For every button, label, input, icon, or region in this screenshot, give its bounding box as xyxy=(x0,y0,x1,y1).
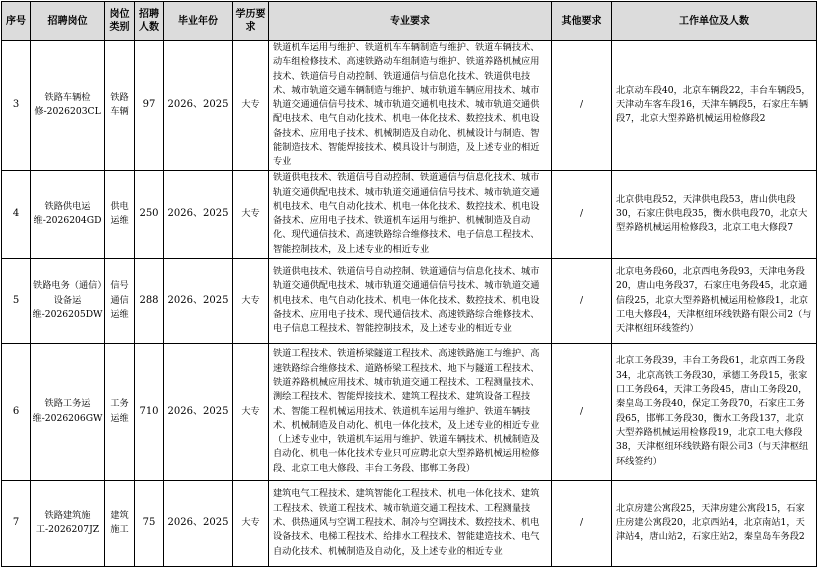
row-education: 大专 xyxy=(233,480,269,566)
header-education: 学历要求 xyxy=(233,2,269,41)
row-education: 大专 xyxy=(233,343,269,480)
row-seq: 7 xyxy=(2,480,31,566)
row-units: 北京电务段60，北京西电务段93，天津电务段20，唐山电务段37，石家庄电务段45，北京通信段25，北京大型养路机械运用检修段1，北京工电大修段4，天津枢纽环线铁路有限公司2（与天津枢纽环线签约） xyxy=(612,258,817,343)
row-major: 铁道工程技术、铁道桥梁隧道工程技术、高速铁路施工与维护、高速铁路综合维修技术、道路桥梁工程技术、地下与隧道工程技术、铁道养路机械应用技术、城市轨道交通工程技术、工程测量技术、测绘工程技术、智能焊接技术、建筑工程技术、建筑设备工程技术、智能工程机械运用技术、铁道机车运用与维护、铁道车辆技术、机械制造及自动化、机电一体化技术，及上述专业的相近专业（上述专业中，铁道机车运用与维护、铁道车辆技术、机械制造及自动化、机电一体化技术专业只可应聘北京大型养路机械运用检修段、北京工电大修段、丰台工务段、邯郸工务段） xyxy=(269,343,552,480)
table-row xyxy=(2,41,817,171)
row-count: 710 xyxy=(135,343,164,480)
row-units: 北京动车段40，北京车辆段22，丰台车辆段5，天津动车客车段16，天津车辆段5，石家庄车辆段7，北京大型养路机械运用检修段2 xyxy=(612,41,817,171)
row-grad-year: 2026、2025 xyxy=(164,258,233,343)
row-grad-year: 2026、2025 xyxy=(164,480,233,566)
header-count: 招聘人数 xyxy=(135,2,164,41)
row-count: 97 xyxy=(135,41,164,171)
row-major: 铁道供电技术、铁道信号自动控制、铁道通信与信息化技术、城市轨道交通供配电技术、城市轨道交通通信信号技术、城市轨道交通机电技术、电气自动化技术、机电一体化技术、数控技术、机电设备技术、应用电子技术、铁道机车运用与维护、机械制造及自动化、现代通信技术、高速铁路综合维修技术、电子信息工程技术、智能控制技术，及上述专业的相近专业 xyxy=(269,170,552,258)
row-education: 大专 xyxy=(233,170,269,258)
row-position: 铁路电务（通信）设备运维-2026205DW xyxy=(31,258,105,343)
row-category: 铁路车辆 xyxy=(105,41,135,171)
header-major: 专业要求 xyxy=(269,2,552,41)
row-other: / xyxy=(552,170,612,258)
row-count: 75 xyxy=(135,480,164,566)
row-education: 大专 xyxy=(233,41,269,171)
header-position: 招聘岗位 xyxy=(31,2,105,41)
row-other: / xyxy=(552,258,612,343)
row-education: 大专 xyxy=(233,258,269,343)
table-row xyxy=(2,258,817,343)
row-category: 工务运维 xyxy=(105,343,135,480)
header-category: 岗位类别 xyxy=(105,2,135,41)
row-category: 供电运维 xyxy=(105,170,135,258)
row-position: 铁路供电运维-2026204GD xyxy=(31,170,105,258)
row-grad-year: 2026、2025 xyxy=(164,170,233,258)
row-seq: 5 xyxy=(2,258,31,343)
row-seq: 4 xyxy=(2,170,31,258)
row-grad-year: 2026、2025 xyxy=(164,343,233,480)
header-other: 其他要求 xyxy=(552,2,612,41)
row-units: 北京房建公寓段25，天津房建公寓段15，石家庄房建公寓段20，北京西站4，北京南站1，天津站4，唐山站2，石家庄站2，秦皇岛车务段2 xyxy=(612,480,817,566)
table-row xyxy=(2,170,817,258)
row-seq: 6 xyxy=(2,343,31,480)
row-major: 铁道供电技术、铁道信号自动控制、铁道通信与信息化技术、城市轨道交通供配电技术、城市轨道交通通信信号技术、城市轨道交通机电技术、电气自动化技术、机电一体化技术、数控技术、机电设备技术、应用电子技术、现代通信技术、高速铁路综合维修技术、电子信息工程技术、智能控制技术，及上述专业的相近专业 xyxy=(269,258,552,343)
header-grad-year: 毕业年份 xyxy=(164,2,233,41)
row-grad-year: 2026、2025 xyxy=(164,41,233,171)
row-other: / xyxy=(552,41,612,171)
row-category: 建筑施工 xyxy=(105,480,135,566)
header-seq: 序号 xyxy=(2,2,31,41)
header-units: 工作单位及人数 xyxy=(612,2,817,41)
row-major: 建筑电气工程技术、建筑智能化工程技术、机电一体化技术、建筑工程技术、铁道工程技术、城市轨道交通工程技术、工程测量技术、供热通风与空调工程技术、制冷与空调技术、数控技术、机电设备技术、电梯工程技术、给排水工程技术、智能建造技术、电气自动化技术、机械制造及自动化，及上述专业的相近专业 xyxy=(269,480,552,566)
row-count: 250 xyxy=(135,170,164,258)
row-count: 288 xyxy=(135,258,164,343)
row-units: 北京工务段39，丰台工务段61，北京西工务段34，北京高铁工务段30，承德工务段15，张家口工务段64，天津工务段45，唐山工务段20，秦皇岛工务段40，保定工务段70，石家庄工务段65，邯郸工务段30，衡水工务段137，北京大型养路机械运用检修段19，北京工电大修段38，天津枢纽环线铁路有限公司3（与天津枢纽环线签约） xyxy=(612,343,817,480)
row-seq: 3 xyxy=(2,41,31,171)
row-position: 铁路建筑施工-2026207JZ xyxy=(31,480,105,566)
row-category: 信号通信运维 xyxy=(105,258,135,343)
table-row xyxy=(2,343,817,480)
row-position: 铁路工务运维-2026206GW xyxy=(31,343,105,480)
row-units: 北京供电段52，天津供电段53，唐山供电段30，石家庄供电段35，衡水供电段70，北京大型养路机械运用检修段3，北京工电大修段7 xyxy=(612,170,817,258)
row-other: / xyxy=(552,343,612,480)
row-other: / xyxy=(552,480,612,566)
row-position: 铁路车辆检修-2026203CL xyxy=(31,41,105,171)
row-major: 铁道机车运用与维护、铁道机车车辆制造与维护、铁道车辆技术、动车组检修技术、高速铁路动车组制造与维护、铁道养路机械应用技术、铁道信号自动控制、铁道通信与信息化技术、铁道供电技术、城市轨道交通车辆制造与维护、城市轨道车辆应用技术、城市轨道交通通信信号技术、城市轨道交通机电技术、城市轨道交通供配电技术、电气自动化技术、机电一体化技术、数控技术、机电设备技术、应用电子技术、机械制造及自动化、机械设计与制造、智能制造技术、智能焊接技术、模具设计与制造，及上述专业的相近专业 xyxy=(269,41,552,171)
header-row xyxy=(2,2,817,41)
table-row xyxy=(2,480,817,566)
recruitment-table xyxy=(1,1,817,567)
